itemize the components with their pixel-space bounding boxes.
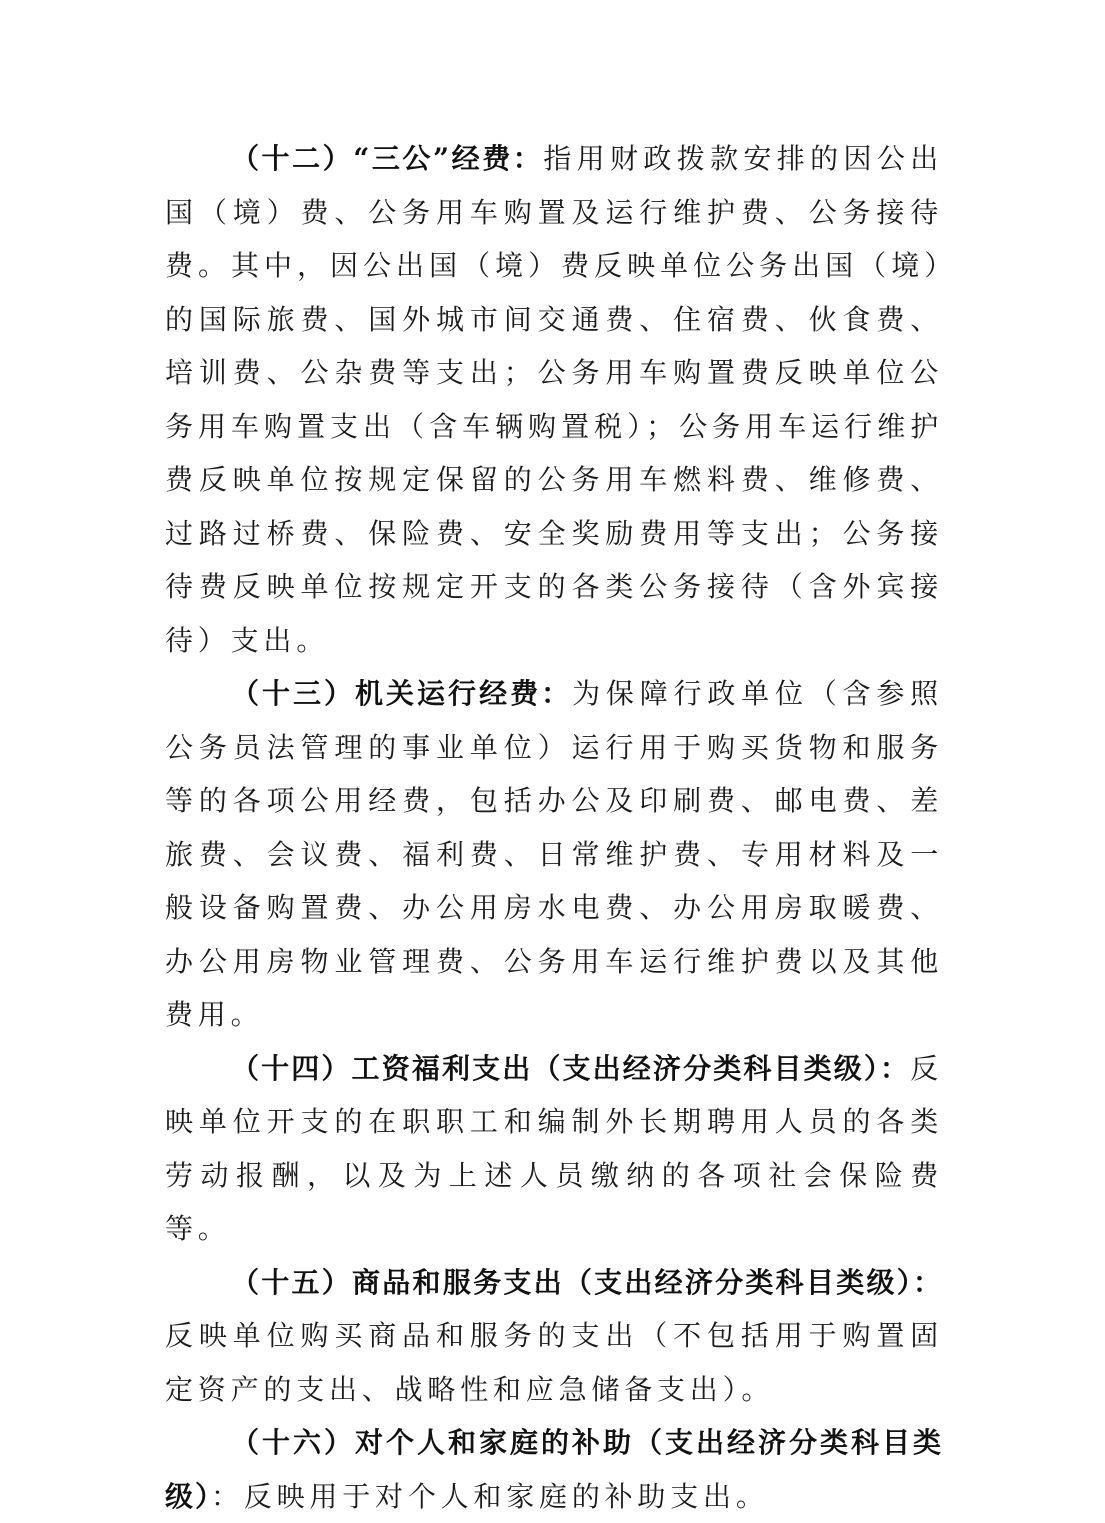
paragraph-heading: （十三）机关运行经费： (231, 677, 573, 710)
document-body (165, 132, 943, 1523)
paragraph-san-gong-expenses (165, 132, 943, 667)
paragraph-wages-welfare-expenditure (165, 1042, 943, 1256)
paragraph-text: 为保障行政单位（含参照公务员法管理的事业单位）运行用于购买货物和服务等的各项公用经费，包括办公及印刷费、邮电费、差旅费、会议费、福利费、日常维护费、专用材料及一般设备购置费、办公用房水电费、办公用房取暖费、办公用房物业管理费、公务用车运行维护费以及其他费用。 (165, 677, 943, 1031)
paragraph-agency-operating-expenses (165, 667, 943, 1042)
paragraph-text: ：反映用于对个人和家庭的补助支出。 (211, 1479, 769, 1513)
paragraph-household-subsidies (165, 1416, 943, 1523)
paragraph-heading: （十二）“三公”经费： (231, 142, 544, 175)
paragraph-text: 指用财政拨款安排的因公出国（境）费、公务用车购置及运行维护费、公务接待费。其中，因公出国（境）费反映单位公务出国（境）的国际旅费、国外城市间交通费、住宿费、伙食费、培训费、公杂费等支出；公务用车购置费反映单位公务用车购置支出（含车辆购置税）；公务用车运行维护费反映单位按规定保留的公务用车燃料费、维修费、过路过桥费、保险费、安全奖励费用等支出；公务接待费反映单位按规定开支的各类公务接待（含外宾接待）支出。 (165, 142, 943, 657)
paragraph-heading: （十六）对个人和家庭的补助（支出经济分类科目类级） (165, 1426, 943, 1513)
paragraph-heading: （十四）工资福利支出（支出经济分类科目类级）： (231, 1051, 911, 1085)
paragraph-text: 反映单位开支的在职职工和编制外长期聘用人员的各类劳动报酬，以及为上述人员缴纳的各项社会保险费等。 (165, 1051, 943, 1245)
paragraph-heading: （十五）商品和服务支出（支出经济分类科目类级）： (231, 1265, 943, 1299)
paragraph-goods-services-expenditure (165, 1256, 943, 1417)
paragraph-text: 反映单位购买商品和服务的支出（不包括用于购置固定资产的支出、战略性和应急储备支出）。 (165, 1319, 943, 1406)
